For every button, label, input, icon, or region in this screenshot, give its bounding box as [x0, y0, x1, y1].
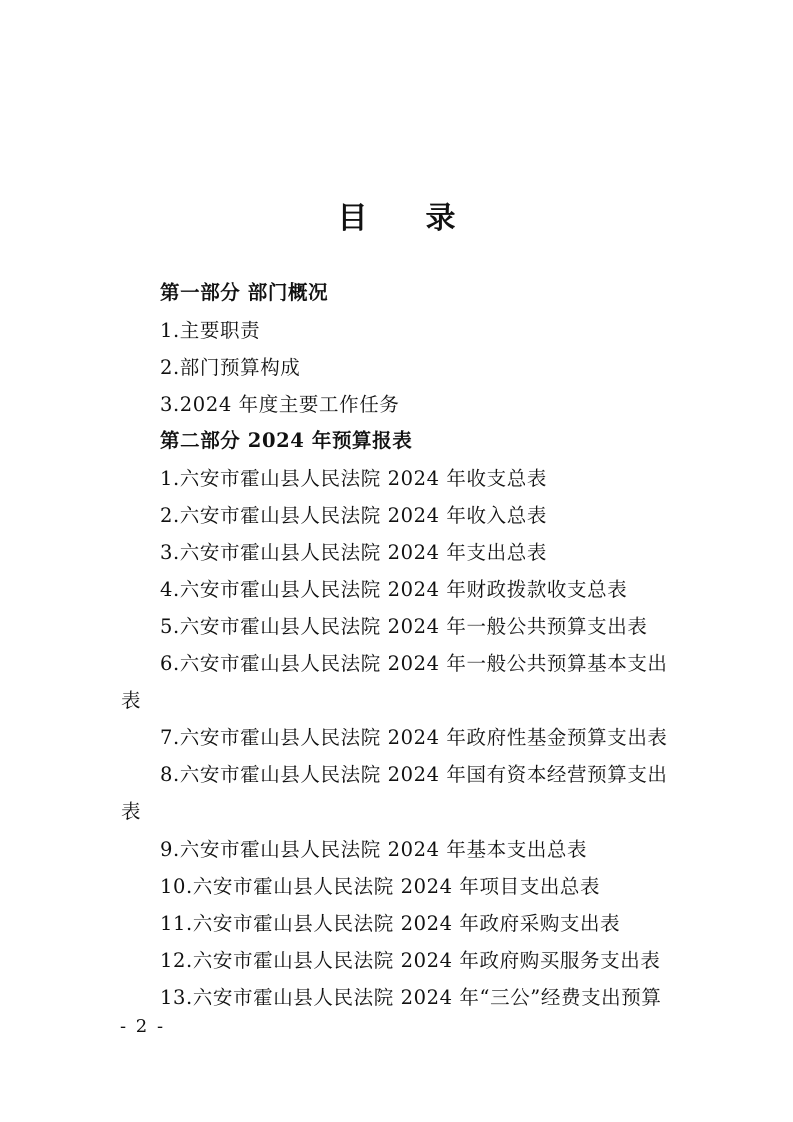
toc-item-continuation: 表: [121, 800, 142, 823]
toc-item: 8.六安市霍山县人民法院 2024 年国有资本经营预算支出: [160, 763, 668, 786]
toc-item-continuation: 表: [121, 689, 142, 712]
toc-item: 5.六安市霍山县人民法院 2024 年一般公共预算支出表: [160, 615, 648, 638]
toc-item: 9.六安市霍山县人民法院 2024 年基本支出总表: [160, 838, 588, 861]
page-number: - 2 -: [120, 1016, 166, 1037]
toc-item: 1.主要职责: [160, 319, 261, 342]
toc-item: 4.六安市霍山县人民法院 2024 年财政拨款收支总表: [160, 578, 628, 601]
toc-item: 10.六安市霍山县人民法院 2024 年项目支出总表: [160, 875, 601, 898]
toc-item: 2.六安市霍山县人民法院 2024 年收入总表: [160, 504, 547, 527]
toc-item: 3.六安市霍山县人民法院 2024 年支出总表: [160, 541, 547, 564]
toc-item: 6.六安市霍山县人民法院 2024 年一般公共预算基本支出: [160, 652, 668, 675]
toc-item: 13.六安市霍山县人民法院 2024 年“三公”经费支出预算: [160, 986, 662, 1009]
page-title: [0, 193, 793, 237]
toc-part1-heading: 第一部分 部门概况: [160, 281, 329, 304]
toc-item: 1.六安市霍山县人民法院 2024 年收支总表: [160, 467, 547, 490]
toc-item: 7.六安市霍山县人民法院 2024 年政府性基金预算支出表: [160, 726, 668, 749]
title-char-1: 目: [337, 201, 368, 236]
toc-item: 3.2024 年度主要工作任务: [160, 393, 400, 416]
title-char-2: 录: [425, 201, 456, 236]
toc-item: 12.六安市霍山县人民法院 2024 年政府购买服务支出表: [160, 949, 661, 972]
toc-item: 2.部门预算构成: [160, 356, 301, 379]
toc-part2-heading: 第二部分 2024 年预算报表: [160, 429, 413, 452]
toc-item: 11.六安市霍山县人民法院 2024 年政府采购支出表: [160, 912, 621, 935]
